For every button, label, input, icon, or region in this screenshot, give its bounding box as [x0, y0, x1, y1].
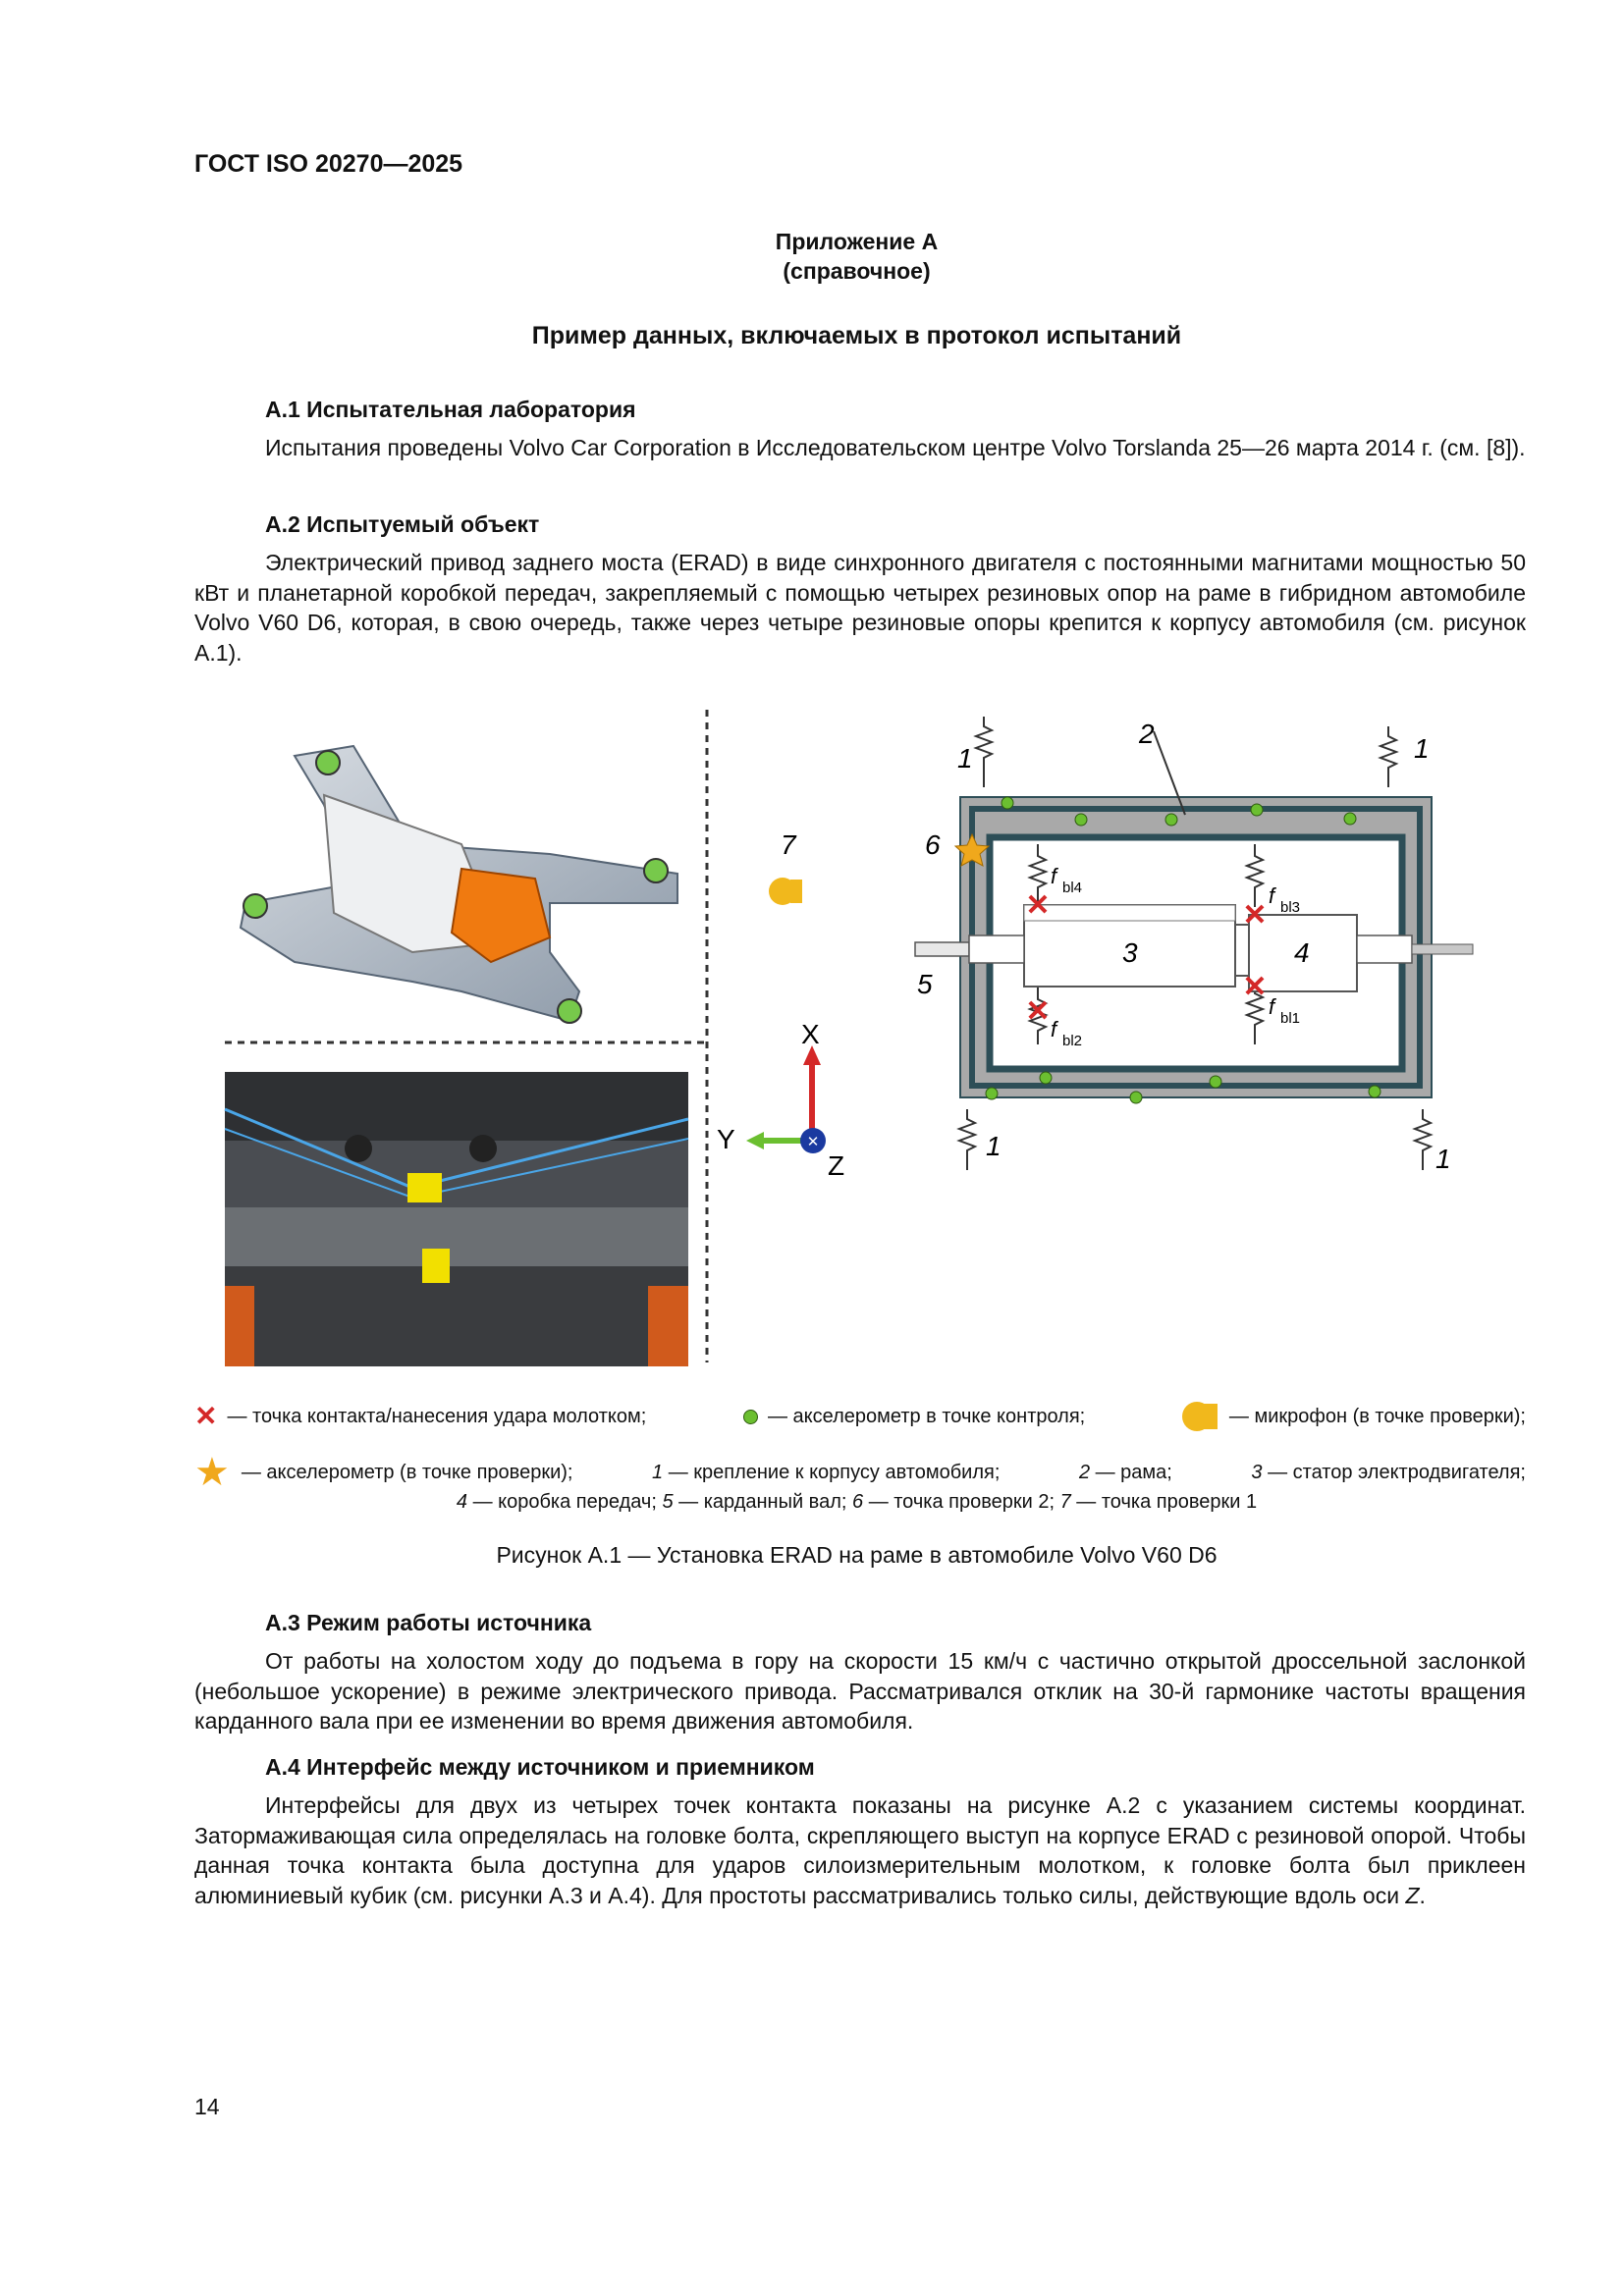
svg-text:✕: ✕: [1242, 971, 1268, 1003]
legend-item-5: — карданный вал;: [678, 1491, 847, 1513]
legend-item-1: — крепление к корпусу автомобиля;: [668, 1462, 1001, 1483]
svg-text:✕: ✕: [1025, 889, 1051, 922]
accelerometer-dot-icon: [743, 1410, 758, 1424]
figure-legend-line3: [0, 1490, 1624, 1514]
figure-caption: Рисунок А.1 — Установка ERAD на раме в автомобиле Volvo V60 D6: [496, 1542, 1218, 1568]
label-1: 1: [1435, 1144, 1451, 1174]
force-bl2: bl2: [1062, 1033, 1083, 1049]
legend-item-6: — точка проверки 2;: [868, 1491, 1056, 1513]
svg-text:✕: ✕: [1242, 899, 1268, 932]
section-a4-heading: А.4 Интерфейс между источником и приемником: [265, 1754, 815, 1780]
erad-3d-render: [241, 746, 677, 1023]
legend-num-3: 3: [1251, 1462, 1263, 1483]
force-symbol: f: [1051, 1017, 1057, 1041]
force-symbol: f: [1269, 994, 1275, 1019]
axis-z-label: Z: [828, 1150, 845, 1181]
label-2: 2: [1139, 719, 1155, 749]
legend-item-4: — коробка передач;: [472, 1491, 657, 1513]
legend-hammer: — точка контакта/нанесения удара молотком;: [227, 1406, 647, 1427]
label-5: 5: [917, 969, 933, 999]
legend-accel: — акселерометр в точке контроля;: [767, 1406, 1086, 1427]
legend-item-3: — статор электродвигателя;: [1268, 1462, 1526, 1483]
legend-num-6: 6: [852, 1491, 864, 1513]
section-a3-text: От работы на холостом ходу до подъема в гору на скорости 15 км/ч с частично открытой дроссельной заслонкой (небольшое ускорение) в режиме электрического привода. Рассматривался отклик на 30-й гармонике частоты вращения карданного вала при ее изменении во время движения автомобиля.: [194, 1648, 1526, 1734]
legend-accel-check: — акселерометр (в точке проверки);: [241, 1462, 573, 1483]
label-7: 7: [781, 829, 796, 860]
section-a2-text: Электрический привод заднего моста (ERAD) в виде синхронного двигателя с постоянными магнитами мощностью 50 кВт и планетарной коробкой передач, закрепляемый с помощью четырех резиновых опор на раме в гибридном автомобиле Volvo V60 D6, которая, в свою очередь, также через четыре резиновые опоры крепится к корпусу автомобиля (см. рисунок А.1).: [194, 550, 1526, 666]
appendix-type: (справочное): [783, 258, 931, 284]
section-a4-text: [194, 1790, 1526, 1910]
force-symbol: f: [1269, 883, 1275, 908]
figure-legend-line1: [194, 1402, 1526, 1431]
force-bl4: bl4: [1062, 880, 1083, 896]
svg-text:✕: ✕: [1025, 995, 1051, 1028]
legend-mic: — микрофон (в точке проверки);: [1228, 1406, 1526, 1427]
legend-item-2: — рама;: [1095, 1462, 1172, 1483]
star-icon: ★: [194, 1451, 230, 1494]
legend-item-7: — точка проверки 1: [1076, 1491, 1258, 1513]
force-bl3: bl3: [1280, 899, 1301, 916]
figure-a1: [0, 697, 1624, 1394]
force-symbol: f: [1051, 864, 1057, 888]
label-6: 6: [925, 829, 941, 860]
label-1: 1: [986, 1131, 1001, 1161]
erad-schematic: [915, 717, 1473, 1174]
mount-dot: [316, 751, 340, 774]
axis-y-label: Y: [717, 1124, 735, 1154]
section-a4-end: .: [1419, 1882, 1426, 1908]
appendix-title: Пример данных, включаемых в протокол испытаний: [531, 322, 1182, 349]
section-a1-heading: А.1 Испытательная лаборатория: [265, 397, 636, 422]
label-3: 3: [1122, 937, 1138, 968]
mount-dot: [644, 859, 668, 882]
legend-num-2: 2: [1078, 1462, 1091, 1483]
mount-dot: [558, 999, 581, 1023]
section-a1-text: Испытания проведены Volvo Car Corporation в Исследовательском центре Volvo Torslanda 25—26 марта 2014 г. (см. [8]).: [265, 435, 1526, 460]
mount-dot: [244, 894, 267, 918]
axis-z-inline: Z: [1405, 1882, 1420, 1908]
page-number: 14: [194, 2094, 220, 2119]
figure-legend-line2: [194, 1453, 1526, 1492]
axis-x-label: X: [801, 1019, 820, 1049]
hammer-cross-icon: ✕: [194, 1401, 218, 1431]
legend-num-5: 5: [662, 1491, 674, 1513]
svg-text:✕: ✕: [806, 1134, 820, 1150]
standard-header: ГОСТ ISO 20270—2025: [194, 150, 463, 178]
section-a4-body: Интерфейсы для двух из четырех точек контакта показаны на рисунке А.2 с указанием системы координат. Затормаживающая сила определялась на головке болта, скрепляющего выступ на корпусе ERAD с резиновой опорой. Чтобы данная точка контакта была доступна для ударов силоизмерительным молотком, к головке болта был приклеен алюминиевый кубик (см. рисунки А.3 и А.4). Для простоты рассматривались только силы, действующие вдоль оси: [194, 1792, 1526, 1908]
label-1: 1: [1414, 733, 1430, 764]
legend-num-1: 1: [652, 1462, 664, 1483]
section-a3-heading: А.3 Режим работы источника: [265, 1610, 592, 1635]
microphone-icon: [769, 878, 802, 905]
section-a2-heading: А.2 Испытуемый объект: [265, 511, 540, 537]
legend-num-7: 7: [1059, 1491, 1071, 1513]
appendix-label: Приложение А: [775, 229, 939, 254]
force-bl1: bl1: [1280, 1010, 1301, 1027]
label-4: 4: [1294, 937, 1310, 968]
microphone-icon: [1182, 1402, 1219, 1431]
coordinate-axes: [717, 1019, 844, 1181]
legend-num-4: 4: [456, 1491, 468, 1513]
label-1: 1: [957, 743, 973, 774]
vehicle-underbody-photo: [225, 1072, 688, 1366]
